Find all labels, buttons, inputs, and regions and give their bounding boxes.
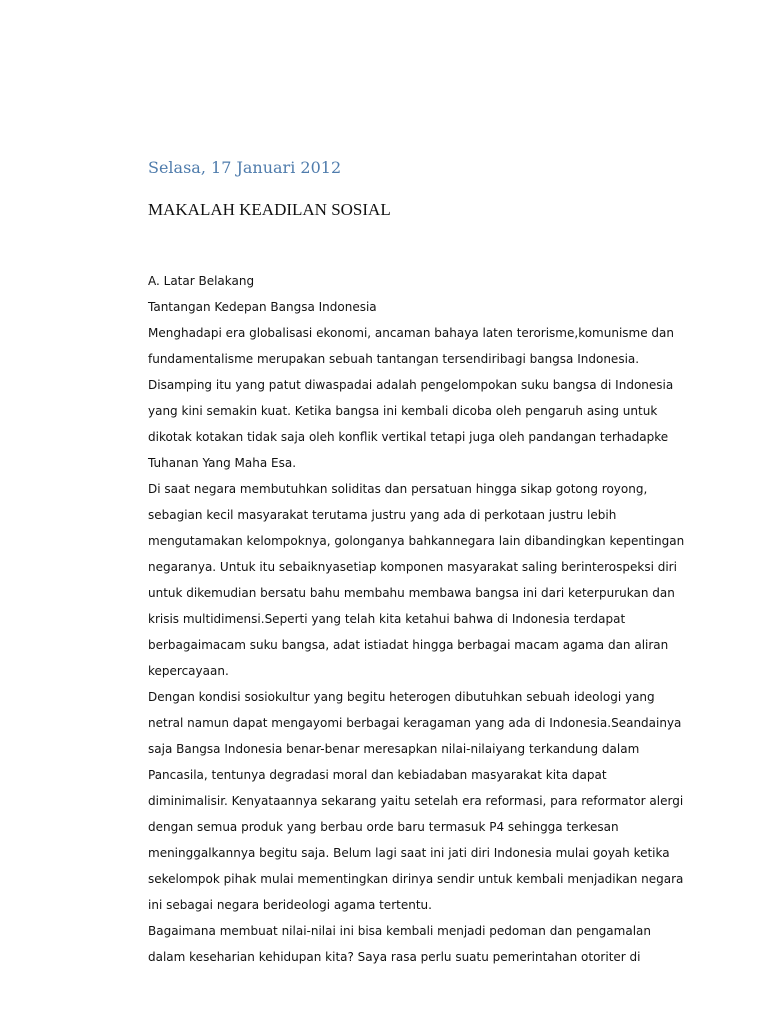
body-line: krisis multidimensi.Seperti yang telah kita ketahui bahwa di Indonesia terdapat <box>148 612 626 626</box>
body-line: dalam keseharian kehidupan kita? Saya rasa perlu suatu pemerintahan otoriter di <box>148 950 641 964</box>
body-line: Disamping itu yang patut diwaspadai adalah pengelompokan suku bangsa di Indonesia <box>148 378 674 392</box>
body-line: Tantangan Kedepan Bangsa Indonesia <box>148 300 377 314</box>
body-line: Menghadapi era globalisasi ekonomi, ancaman bahaya laten terorisme,komunisme dan <box>148 326 675 340</box>
body-line: sebagian kecil masyarakat terutama justru yang ada di perkotaan justru lebih <box>148 508 617 522</box>
body-line: fundamentalisme merupakan sebuah tantangan tersendiribagi bangsa Indonesia. <box>148 352 640 366</box>
body-line: dikotak kotakan tidak saja oleh konflik vertikal tetapi juga oleh pandangan terhadapke <box>148 430 669 444</box>
body-line: ini sebagai negara berideologi agama tertentu. <box>148 898 432 912</box>
body-line: diminimalisir. Kenyataannya sekarang yaitu setelah era reformasi, para reformator alergi <box>148 794 684 808</box>
body-line: dengan semua produk yang berbau orde baru termasuk P4 sehingga terkesan <box>148 820 619 834</box>
body-line: sekelompok pihak mulai mementingkan dirinya sendir untuk kembali menjadikan negara <box>148 872 684 886</box>
body-line: Bagaimana membuat nilai-nilai ini bisa kembali menjadi pedoman dan pengamalan <box>148 924 651 938</box>
body-line: Dengan kondisi sosiokultur yang begitu heterogen dibutuhkan sebuah ideologi yang <box>148 690 655 704</box>
body-line: saja Bangsa Indonesia benar-benar meresapkan nilai-nilaiyang terkandung dalam <box>148 742 640 756</box>
body-line: meninggalkannya begitu saja. Belum lagi saat ini jati diri Indonesia mulai goyah ketika <box>148 846 670 860</box>
body-line: kepercayaan. <box>148 664 229 678</box>
body-line: Tuhanan Yang Maha Esa. <box>148 456 297 470</box>
body-line: negaranya. Untuk itu sebaiknyasetiap komponen masyarakat saling berinterospeksi diri <box>148 560 677 574</box>
body-line: Pancasila, tentunya degradasi moral dan kebiadaban masyarakat kita dapat <box>148 768 607 782</box>
body-line: Di saat negara membutuhkan soliditas dan persatuan hingga sikap gotong royong, <box>148 482 648 496</box>
body-line: berbagaimacam suku bangsa, adat istiadat hingga berbagai macam agama dan aliran <box>148 638 669 652</box>
document-title: MAKALAH KEADILAN SOSIAL <box>148 200 391 219</box>
body-line: mengutamakan kelompoknya, golonganya bahkannegara lain dibandingkan kepentingan <box>148 534 685 548</box>
post-date: Selasa, 17 Januari 2012 <box>148 158 342 177</box>
body-line: untuk dikemudian bersatu bahu membahu membawa bangsa ini dari keterpurukan dan <box>148 586 675 600</box>
document-body <box>148 268 685 970</box>
body-line: A. Latar Belakang <box>148 274 255 288</box>
body-line: yang kini semakin kuat. Ketika bangsa ini kembali dicoba oleh pengaruh asing untuk <box>148 404 658 418</box>
body-line: netral namun dapat mengayomi berbagai keragaman yang ada di Indonesia.Seandainya <box>148 716 682 730</box>
